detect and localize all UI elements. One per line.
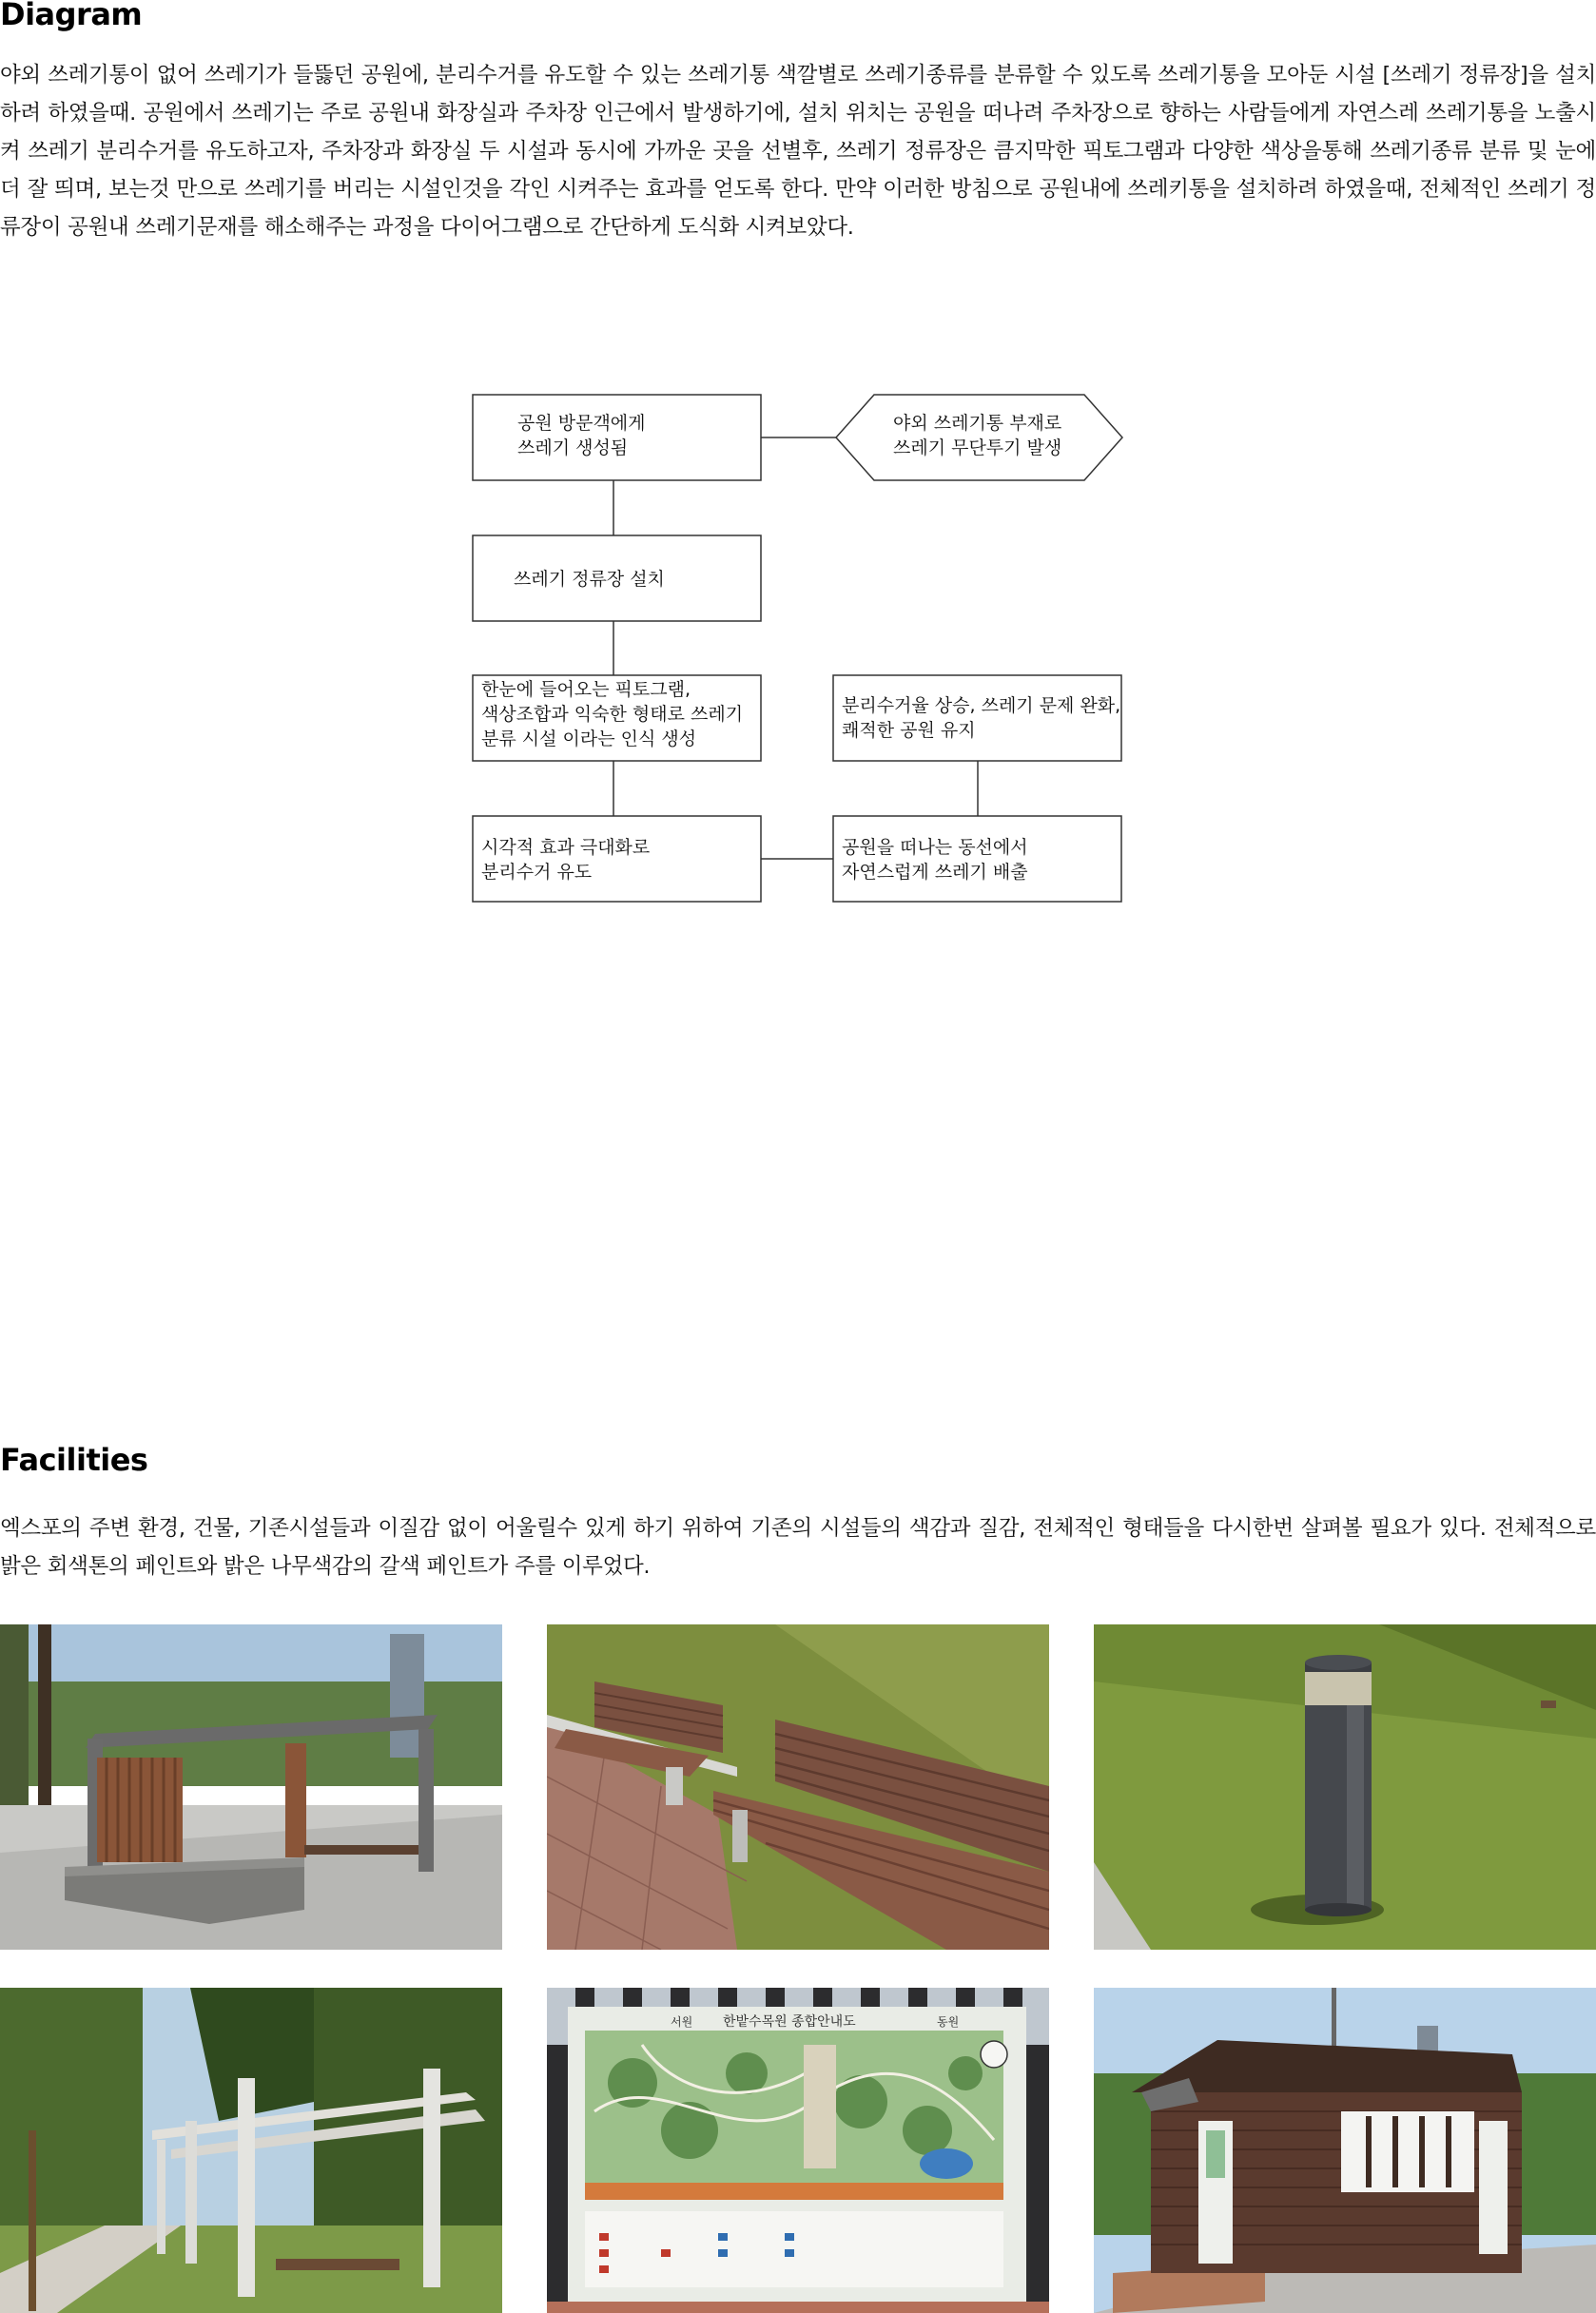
node-natural-disposal (833, 816, 1121, 902)
facilities-heading: Facilities (0, 1442, 148, 1478)
facilities-description: 엑스포의 주변 환경, 건물, 기존시설들과 이질감 없이 어울릴수 있게 하기 위하여 기존의 시설들의 색감과 질감, 전체적인 형태들을 다시한번 살펴볼 필요가 있다. 전체적으로 밝은 회색톤의 페인트와 밝은 나무색감의 갈색 페인트가 주를 이루었다. (0, 1516, 1596, 1579)
map-sign-left-label: 서원 (671, 2015, 693, 2029)
node-text: 색상조합과 익숙한 형태로 쓰레기 (481, 704, 744, 725)
pergola-walkway-photo (0, 1988, 502, 2313)
map-sign-right-label: 동원 (937, 2015, 960, 2029)
diagram-connectors (613, 437, 978, 859)
node-text: 자연스럽게 쓰레기 배출 (842, 862, 1028, 883)
pergola-shelter-photo (0, 1624, 502, 1950)
node-text: 분리수거 유도 (481, 862, 593, 883)
node-recognition (473, 675, 761, 761)
node-text: 시각적 효과 극대화로 (481, 837, 651, 858)
node-text: 한눈에 들어오는 픽토그램, (481, 679, 691, 700)
bollard-light-photo (1094, 1624, 1596, 1950)
node-install-trash-station (473, 535, 761, 621)
node-recycling-rate-up (833, 675, 1121, 761)
node-text: 쓰레기 생성됨 (517, 437, 629, 458)
node-text: 쾌적한 공원 유지 (842, 720, 976, 741)
park-map-sign-photo (547, 1988, 1049, 2313)
diagram-heading: Diagram (0, 0, 143, 32)
flow-diagram (0, 0, 1596, 913)
wooden-cabin-photo (1094, 1988, 1596, 2313)
park-benches-photo (547, 1624, 1049, 1950)
node-text: 분리수거율 상승, 쓰레기 문제 완화, (842, 695, 1121, 716)
node-text: 공원을 떠나는 동선에서 (842, 837, 1028, 858)
node-text: 야외 쓰레기통 부재로 (893, 413, 1062, 434)
node-text: 쓰레기 정류장 설치 (514, 569, 665, 590)
diagram-description: 야외 쓰레기통이 없어 쓰레기가 들뜷던 공원에, 분리수거를 유도할 수 있는 쓰레기통 색깔별로 쓰레기종류를 분류할 수 있도록 쓰레기통을 모아둔 시설 [쓰레기 정류장]을 설치하려 하였을때. 공원에서 쓰레기는 주로 공원내 화장실과 주차장 인근에서 발생하기에, 설치 위치는 공원을 떠나려 주차장으로 향하는 사람들에게 자연스레 쓰레기통을 노출시켜 쓰레기 분리수거를 유도하고자, 주차장과 화장실 두 시설과 동시에 가까운 곳을 선별후, 쓰레기 정류장은 큼지막한 픽토그램과 다양한 색상을통해 쓰레기종류 분류 및 눈에 더 잘 띄며, 보는것 만으로 쓰레기를 버리는 시설인것을 각인 시켜주는 효과를 얻도록 한다. 만약 이러한 방침으로 공원내에 쓰레키통을 설치하려 하였을때, 전체적인 쓰레기 정류장이 공원내 쓰레기문재를 해소해주는 과정을 다이어그램으로 간단하게 도식화 시켜보았다. (0, 63, 1596, 240)
node-text: 분류 시설 이라는 인식 생성 (481, 729, 697, 749)
node-visitor-creates-trash (473, 395, 761, 480)
node-visual-effect (473, 816, 761, 902)
node-text: 쓰레기 무단투기 발생 (893, 437, 1062, 458)
map-sign-title: 한밭수목원 종합안내도 (723, 2014, 856, 2030)
node-text: 공원 방문객에게 (517, 413, 646, 434)
node-illegal-dumping (836, 395, 1122, 480)
